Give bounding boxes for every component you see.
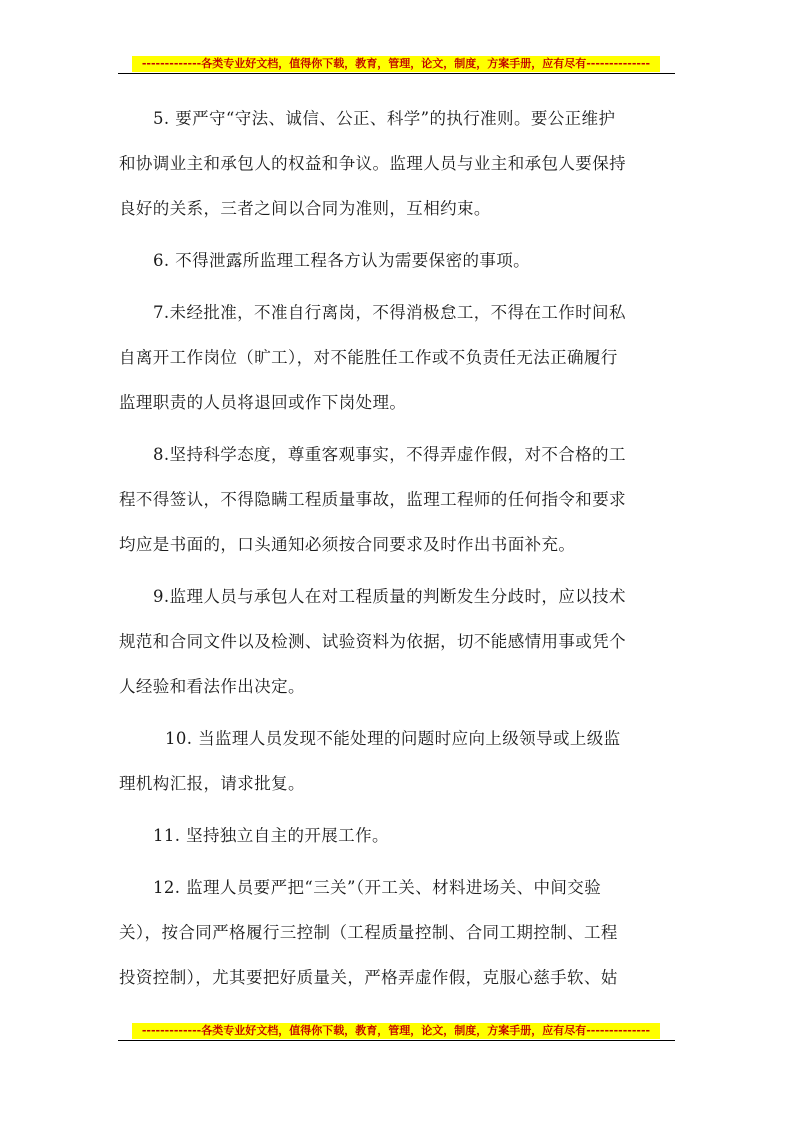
header-rule: [118, 73, 675, 74]
paragraph-line: 和协调业主和承包人的权益和争议。监理人员与业主和承包人要保持: [119, 154, 626, 173]
paragraph-first-line: 11. 坚持独立自主的开展工作。: [153, 826, 389, 845]
paragraph-line: 监理职责的人员将退回或作下岗处理。: [119, 393, 407, 412]
paragraph-line: 程不得签认，不得隐瞒工程质量事故，监理工程师的任何指令和要求: [119, 490, 626, 509]
paragraph-first-line: 10. 当监理人员发现不能处理的问题时应向上级领导或上级监: [165, 729, 621, 748]
paragraph-8: [119, 432, 675, 567]
paragraph-line: 自离开工作岗位（旷工），对不能胜任工作或不负责任无法正确履行: [119, 348, 618, 367]
paragraph-first-line: 9.监理人员与承包人在对工程质量的判断发生分歧时，应以技术: [153, 587, 626, 606]
footer-banner: -------------各类专业好文档，值得你下载，教育，管理，论文，制度，方案手册，应有尽有--------------: [132, 1023, 660, 1039]
paragraph-first-line: 12. 监理人员要严把“三关”（开工关、材料进场关、中间交验: [153, 878, 602, 897]
paragraph-line: 投资控制），尤其要把好质量关，严格弄虚作假，克服心慈手软、姑: [119, 968, 618, 987]
paragraph-first-line: 7.未经批准，不准自行离岗，不得消极怠工，不得在工作时间私: [153, 303, 626, 322]
paragraph-line: 关），按合同严格履行三控制（工程质量控制、合同工期控制、工程: [119, 923, 618, 942]
paragraph-11: [119, 813, 675, 858]
header-banner: -------------各类专业好文档，值得你下载，教育，管理，论文，制度，方案手册，应有尽有--------------: [132, 56, 660, 72]
paragraph-7: [119, 290, 675, 425]
document-body: [119, 96, 675, 1007]
footer-rule: [118, 1040, 675, 1041]
paragraph-first-line: 5. 要严守“守法、诚信、公正、科学”的执行准则。要公正维护: [153, 109, 616, 128]
paragraph-first-line: 8.坚持科学态度，尊重客观事实，不得弄虚作假，对不合格的工: [153, 445, 626, 464]
paragraph-line: 良好的关系，三者之间以合同为准则，互相约束。: [119, 199, 491, 218]
paragraph-10: [119, 716, 675, 806]
paragraph-line: 人经验和看法作出决定。: [119, 677, 305, 696]
paragraph-line: 理机构汇报，请求批复。: [119, 774, 305, 793]
paragraph-line: 均应是书面的，口头通知必须按合同要求及时作出书面补充。: [119, 535, 576, 554]
paragraph-6: [119, 238, 675, 283]
paragraph-line: 规范和合同文件以及检测、试验资料为依据，切不能感情用事或凭个: [119, 632, 626, 651]
paragraph-9: [119, 574, 675, 709]
paragraph-first-line: 6. 不得泄露所监理工程各方认为需要保密的事项。: [153, 251, 531, 270]
paragraph-12: [119, 865, 675, 1000]
paragraph-5: [119, 96, 675, 231]
